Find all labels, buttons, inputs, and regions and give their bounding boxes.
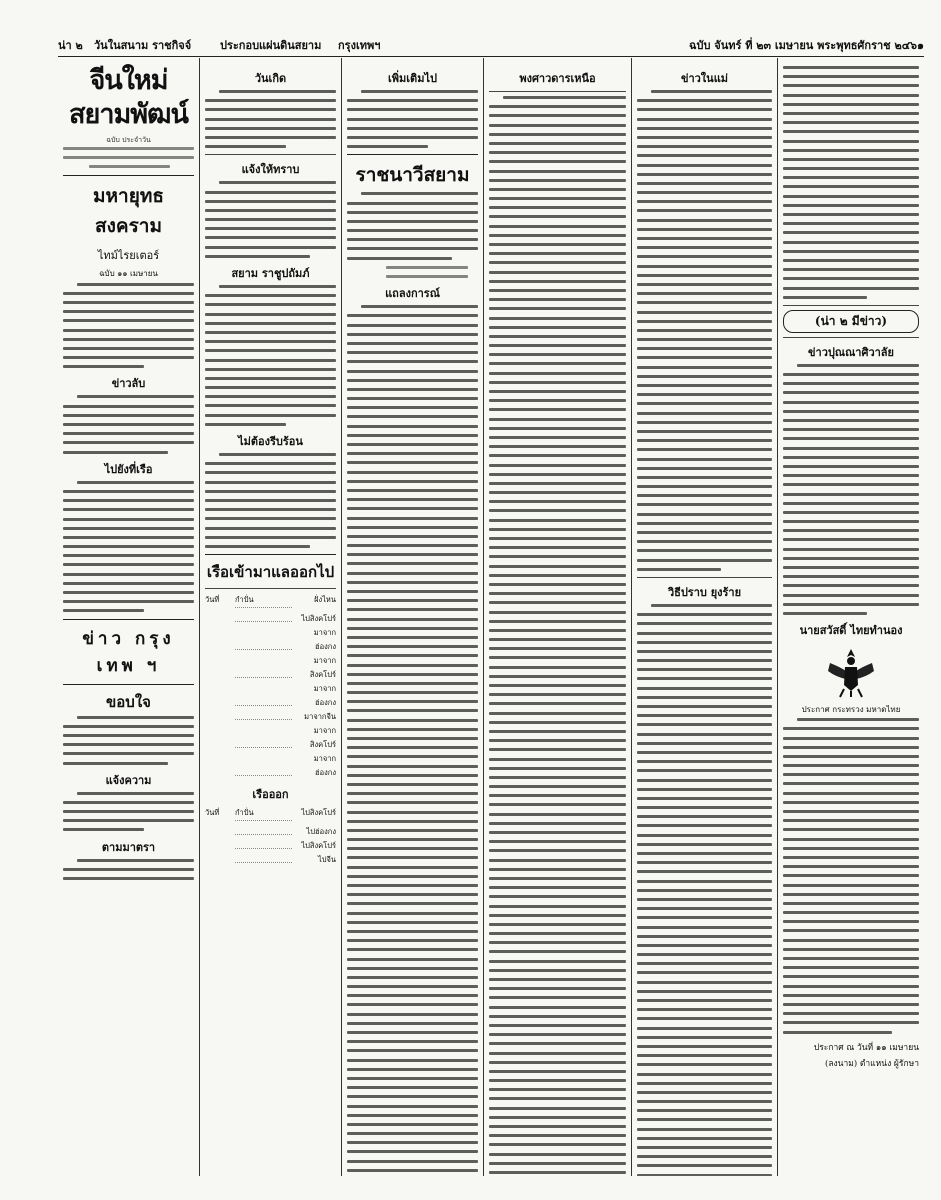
ship-row: [205, 806, 336, 825]
columns: [58, 58, 924, 1176]
ship-cell: มาจากสิงคโปร์: [309, 656, 336, 680]
ship-cell: ไปฮ่องกง: [306, 827, 336, 837]
section-heading: เรือออก: [252, 788, 289, 802]
ship-cell: วันที่: [205, 808, 220, 818]
ship-row: [205, 752, 336, 780]
section-heading: นายสวัสดิ์ ไทยทำนอง: [799, 624, 903, 638]
ship-row: [205, 710, 336, 724]
article-text: [63, 859, 194, 880]
ship-row: [205, 626, 336, 654]
ship-departures-list: [205, 806, 336, 867]
header-date: ฉบับ จันทร์ ที่ ๒๓ เมษายน พระพุทธศักราช ๒๔๖๑: [688, 39, 924, 52]
article-text: [63, 792, 194, 832]
article-text: [489, 96, 626, 1176]
column-2: [200, 58, 342, 1176]
article-text: [205, 90, 336, 148]
ship-row: [205, 682, 336, 710]
section-title: ราชนาวีสยาม: [355, 164, 470, 187]
ship-cell: [235, 724, 292, 748]
ship-cell: [235, 682, 292, 706]
article-text: [205, 453, 336, 548]
garuda-emblem-icon: [824, 645, 878, 699]
ship-row: [205, 654, 336, 682]
decree-date: ประกาศ ณ วันที่ ๑๑ เมษายน: [813, 1042, 919, 1053]
ship-cell: ไปสิงคโปร์: [301, 808, 336, 818]
ship-cell: [235, 853, 292, 863]
article-text: [347, 90, 478, 148]
decree-title: ประกาศ กระทรวง มหาดไทย: [801, 705, 901, 715]
ship-cell: [235, 654, 292, 678]
section-subtitle: ไทม์ไรยเตอร์: [97, 248, 160, 262]
ship-cell: [235, 752, 292, 776]
ship-row: [205, 853, 336, 867]
section-heading: วิธีปราบ ยุงร้าย: [667, 585, 742, 599]
section-title: มหายุทธสงคราม: [93, 184, 164, 237]
ship-cell: มาจากฮ่องกง: [313, 684, 336, 708]
ship-cell: มาจากจีน: [304, 712, 336, 722]
ship-cell: [205, 825, 235, 839]
article-text: [783, 66, 919, 299]
section-heading: เพิ่มเติมไป: [388, 72, 437, 85]
section-heading: ตามมาตรา: [101, 840, 156, 854]
ship-cell: มาจากฮ่องกง: [313, 628, 336, 652]
ship-row: [205, 724, 336, 752]
ship-cell: [235, 839, 292, 849]
column-1: [58, 58, 200, 1176]
section-heading: แจ้งให้ทราบ: [241, 163, 300, 177]
article-text: [63, 283, 194, 369]
article-text: [783, 718, 919, 1033]
ship-cell: [205, 710, 235, 724]
ship-cell: [205, 752, 235, 780]
ship-cell: กำปั่น: [235, 806, 292, 821]
ship-cell: กำปั่น: [235, 593, 292, 608]
ship-cell: ฝั่งไหน: [314, 595, 336, 605]
section-heading: พงศาวดารเหนือ: [519, 72, 596, 85]
ship-cell: [235, 710, 292, 720]
section-heading: ไม่ต้องรีบร้อน: [238, 435, 303, 448]
ship-cell: วันที่: [205, 595, 220, 605]
ship-cell: [205, 853, 235, 867]
dateline: ฉบับ ๑๑ เมษายน: [99, 268, 158, 278]
section-title: ขอบใจ: [106, 692, 151, 711]
ship-cell: [235, 612, 292, 622]
article-text: [205, 181, 336, 258]
section-heading: ข่าวลับ: [111, 377, 146, 391]
article-text: [637, 90, 772, 571]
column-3: [342, 58, 484, 1176]
article-text: [637, 604, 772, 1176]
article-text: [63, 716, 194, 765]
masthead-lines: [63, 147, 194, 168]
news-banner: ข่าว กรุง เทพ ฯ: [82, 628, 175, 676]
article-text: [783, 364, 919, 615]
ship-cell: [205, 654, 235, 682]
ship-cell: ไปสิงคโปร์: [301, 614, 336, 624]
article-text: [347, 192, 478, 278]
ship-cell: ไปสิงคโปร์: [301, 841, 336, 851]
ship-cell: มาจากสิงคโปร์: [309, 726, 336, 750]
section-heading: แจ้งความ: [105, 773, 152, 787]
ship-cell: [205, 612, 235, 626]
ship-cell: [235, 626, 292, 650]
signature: (ลงนาม) ตำแหน่ง ผู้รักษา: [825, 1058, 919, 1069]
article-text: [347, 305, 478, 1176]
ship-row: [205, 612, 336, 626]
ship-cell: ไปจีน: [317, 855, 336, 865]
section-title: เรือเข้ามาแลออกไป: [206, 563, 335, 582]
ship-cell: มาจากฮ่องกง: [313, 754, 336, 778]
header-place: ประกอบแผ่นดินสยาม: [220, 39, 322, 52]
column-6: [778, 58, 924, 1176]
masthead-subline: ฉบับ ประจำวัน: [106, 136, 151, 144]
section-heading: แถลงการณ์: [385, 287, 440, 301]
article-text: [205, 285, 336, 426]
continued-box: (น่า ๒ มีข่าว): [783, 310, 919, 333]
section-heading: สยาม ราชูปถัมภ์: [231, 267, 310, 280]
ship-cell: [235, 825, 292, 835]
masthead: จีนใหม่สยามพัฒน์: [69, 65, 188, 130]
page-number: น่า ๒: [58, 39, 83, 52]
section-heading: วันเกิด: [254, 72, 287, 85]
header-day: วันในสนาม ราชกิจจ์: [94, 39, 192, 52]
section-heading: ข่าวในแม่: [680, 72, 729, 85]
ship-cell: [205, 839, 235, 853]
ship-arrivals-list: [205, 593, 336, 780]
header-city: กรุงเทพฯ: [338, 39, 381, 52]
section-heading: ไปยังที่เรือ: [104, 462, 153, 476]
page-header: [58, 34, 924, 57]
section-heading: ข่าวปุณณาศิวาลัย: [808, 345, 894, 359]
ship-row: [205, 593, 336, 612]
ship-cell: [205, 626, 235, 654]
ship-cell: [205, 724, 235, 752]
ship-cell: [205, 682, 235, 710]
ship-row: [205, 825, 336, 839]
ship-row: [205, 839, 336, 853]
article-text: [63, 481, 194, 613]
article-text: [63, 395, 194, 453]
column-5: [632, 58, 778, 1176]
column-4: [484, 58, 632, 1176]
